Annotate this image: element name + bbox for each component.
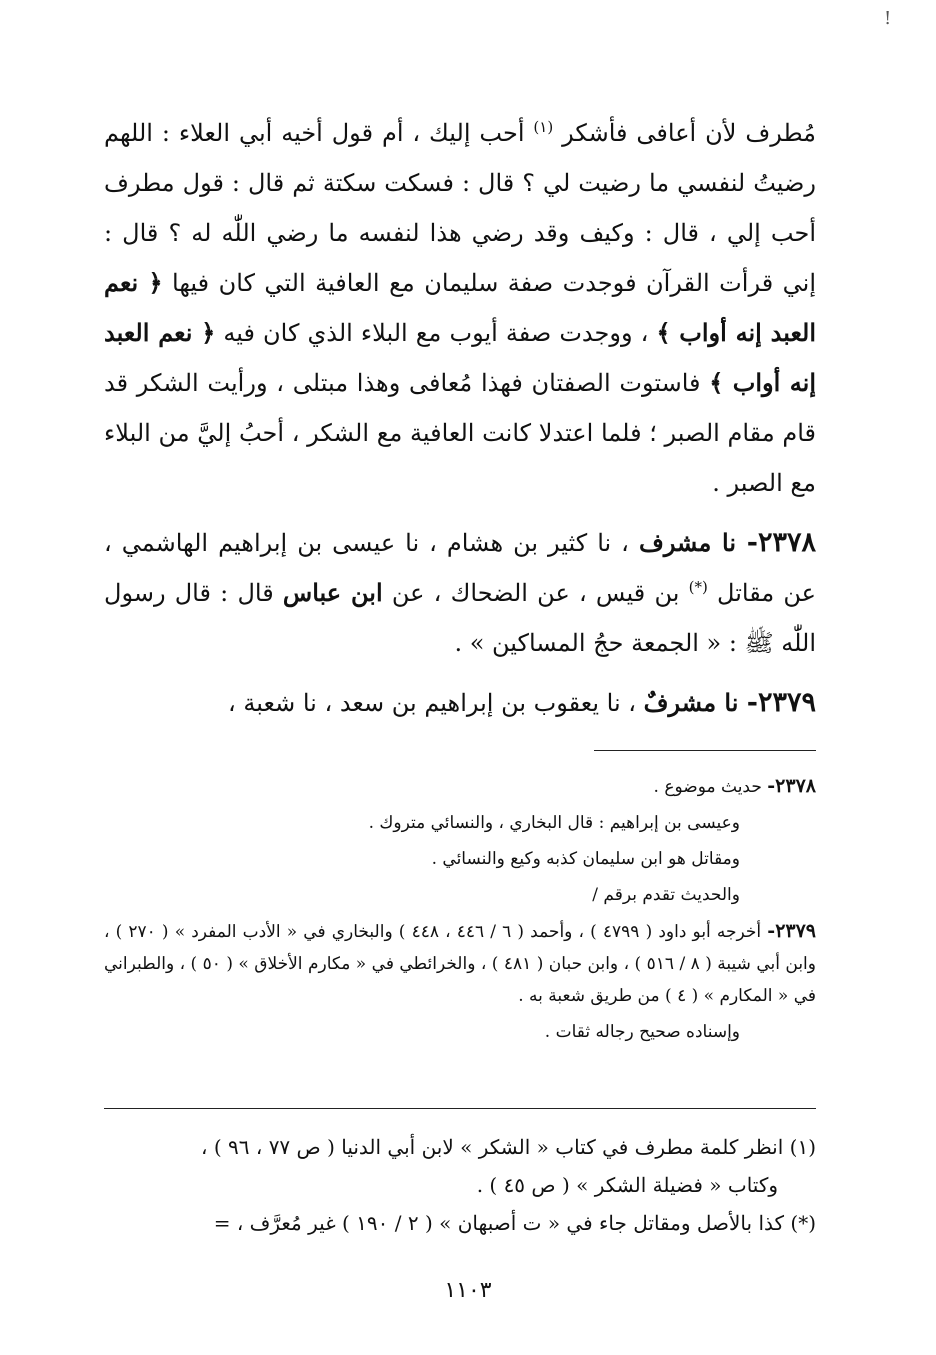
note-text: حديث موضوع .: [653, 777, 768, 797]
hadith-2379: [104, 678, 816, 728]
note-line: ومقاتل هو ابن سليمان كذبه وكيع والنسائي .: [431, 849, 740, 869]
text-segment: أحب إليك ، أم قول أخيه أبي العلاء : اللهم رضيتُ لنفسي ما رضيت لي ؟ قال : فسكت سكتة ثم قال : قول مطرف أحب إلي ، قال : وكيف وقد رضي هذا لنفسه ما رضي اللّٰه له ؟ قال : إني قرأت القرآن فوجدت صفة سليمان مع العافية التي كان فيها: [104, 119, 816, 297]
footnote-text: كذا بالأصل ومقاتل جاء في « ت أصبهان » ( ٢ / ١٩٠ ) غير مُعرَّف ، =: [213, 1211, 791, 1235]
footnote-ref-star: (*): [688, 578, 708, 596]
footnote-marker: (١): [789, 1135, 816, 1159]
hadith-lead: نا مشرفٌ: [643, 688, 747, 717]
takhrij-divider: [594, 750, 816, 751]
main-text: [104, 108, 816, 728]
note-text: أخرجه أبو داود ( ٤٧٩٩ ) ، وأحمد ( ٦ / ٤٤٦ ، ٤٤٨ ) والبخاري في « الأدب المفرد » ( ٢٧٠ ) ، وابن أبي شيبة ( ٨ / ٥١٦ ) ، وابن حبان ( ٤٨١ ) ، والخرائطي في « مكارم الأخلاق » ( ٥٠ ) ، والطبراني في « المكارم » ( ٤ ) من طريق شعبة به .: [104, 922, 816, 1006]
text-segment: قال : قال رسول اللّٰه ﷺ : « الجمعة حجُ المساكين » .: [104, 579, 816, 657]
text-segment: ، ووجدت صفة أيوب مع البلاء الذي كان فيه: [215, 319, 657, 347]
footnote-line: وكتاب « فضيلة الشكر » ( ص ٤٥ ) .: [476, 1173, 778, 1197]
note-number: ٢٣٧٩-: [767, 920, 817, 942]
narrator-ibn-abbas: ابن عباس: [282, 578, 383, 607]
note-line: والحديث تقدم برقم /: [592, 885, 740, 905]
quran-verse: ﴿ نعم العبد إنه أواب ﴾: [104, 318, 816, 397]
footnote-star: [104, 1206, 816, 1240]
footnote-text: انظر كلمة مطرف في كتاب « الشكر » لابن أبي الدنيا ( ص ٧٧ ، ٩٦ ) ،: [201, 1135, 790, 1159]
margin-footnotes: [104, 1130, 816, 1244]
text-segment: بن قيس ، عن الضحاك ، عن: [382, 579, 689, 607]
note-line: وعيسى بن إبراهيم : قال البخاري ، والنسائي متروك .: [368, 813, 740, 833]
footnote-ref-1: (١): [533, 118, 554, 136]
corner-mark: !: [884, 8, 892, 29]
footnote-divider: [104, 1108, 816, 1109]
hadith-lead: نا مشرف: [638, 528, 747, 557]
note-line: وإسناده صحيح رجاله ثقات .: [544, 1022, 740, 1042]
note-2379: [104, 915, 816, 1012]
text-segment: فاستوت الصفتان فهذا مُعافى وهذا مبتلى ، ورأيت الشكر قد قام مقام الصبر ؛ فلما اعتدلا كانت العافية مع الشكر ، أحبُ إليَّ من البلاء مع الصبر .: [104, 369, 816, 497]
hadith-number: ٢٣٧٨-: [746, 527, 816, 558]
text-segment: ، نا يعقوب بن إبراهيم بن سعد ، نا شعبة ،: [228, 689, 644, 717]
footnote-1: [104, 1130, 816, 1164]
quran-verse: ﴿ نعم العبد إنه أواب ﴾: [104, 268, 817, 347]
text-segment: ، نا كثير بن هشام ، نا عيسى بن إبراهيم الهاشمي ، عن مقاتل: [104, 529, 816, 607]
paragraph-mutarrif: [104, 108, 816, 508]
note-2378-heading: [104, 770, 816, 803]
page-number: ١١٠٣: [444, 1278, 492, 1303]
text-segment: مُطرف لأن أعافى فأشكر: [553, 119, 816, 147]
takhrij-notes: [104, 770, 816, 1052]
hadith-number: ٢٣٧٩-: [746, 687, 816, 718]
footnote-marker: (*): [790, 1211, 816, 1235]
note-number: ٢٣٧٨-: [767, 775, 816, 797]
hadith-2378: [104, 518, 816, 668]
